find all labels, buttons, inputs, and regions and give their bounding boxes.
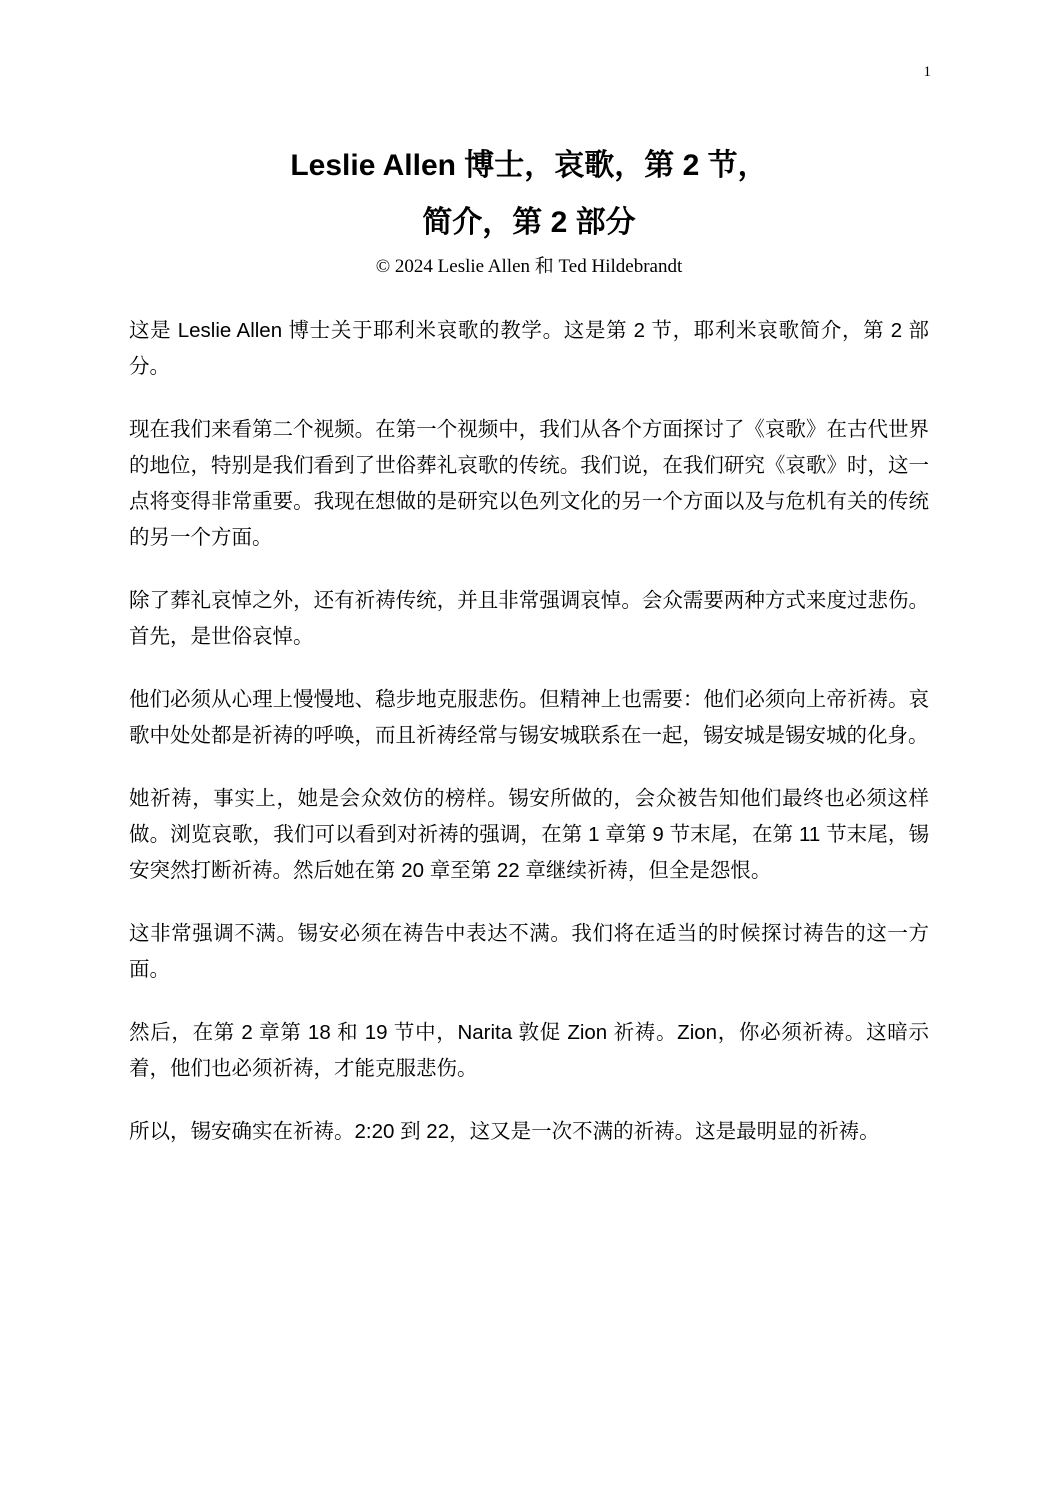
page-number: 1 <box>923 64 931 80</box>
document-title-line-1: Leslie Allen 博士，哀歌，第 2 节， <box>290 149 768 182</box>
paragraph-4: 他们必须从心理上慢慢地、稳步地克服悲伤。但精神上也需要：他们必须向上帝祈祷。哀歌中处处都是祈祷的呼唤，而且祈祷经常与锡安城联系在一起，锡安城是锡安城的化身。 <box>129 688 929 747</box>
document-title-line-2: 简介，第 2 部分 <box>422 206 636 239</box>
copyright-line: © 2024 Leslie Allen 和 Ted Hildebrandt <box>375 256 683 277</box>
paragraph-6: 这非常强调不满。锡安必须在祷告中表达不满。我们将在适当的时候探讨祷告的这一方面。 <box>129 922 929 981</box>
paragraph-7: 然后，在第 2 章第 18 和 19 节中，Narita 敦促 Zion 祈祷。Zion，你必须祈祷。这暗示着，他们也必须祈祷，才能克服悲伤。 <box>129 1021 929 1080</box>
document-body <box>129 313 929 1177</box>
paragraph-1: 这是 Leslie Allen 博士关于耶利米哀歌的教学。这是第 2 节，耶利米哀歌简介，第 2 部分。 <box>129 319 929 378</box>
paragraph-5: 她祈祷，事实上，她是会众效仿的榜样。锡安所做的，会众被告知他们最终也必须这样做。浏览哀歌，我们可以看到对祈祷的强调，在第 1 章第 9 节末尾，在第 11 节末尾，锡安突然打断祈祷。然后她在第 20 章至第 22 章继续祈祷，但全是怨恨。 <box>129 787 929 882</box>
paragraph-2: 现在我们来看第二个视频。在第一个视频中，我们从各个方面探讨了《哀歌》在古代世界的地位，特别是我们看到了世俗葬礼哀歌的传统。我们说，在我们研究《哀歌》时，这一点将变得非常重要。我现在想做的是研究以色列文化的另一个方面以及与危机有关的传统的另一个方面。 <box>129 418 929 549</box>
paragraph-3: 除了葬礼哀悼之外，还有祈祷传统，并且非常强调哀悼。会众需要两种方式来度过悲伤。首先，是世俗哀悼。 <box>129 589 929 648</box>
paragraph-8: 所以，锡安确实在祈祷。2:20 到 22，这又是一次不满的祈祷。这是最明显的祈祷。 <box>129 1120 880 1143</box>
